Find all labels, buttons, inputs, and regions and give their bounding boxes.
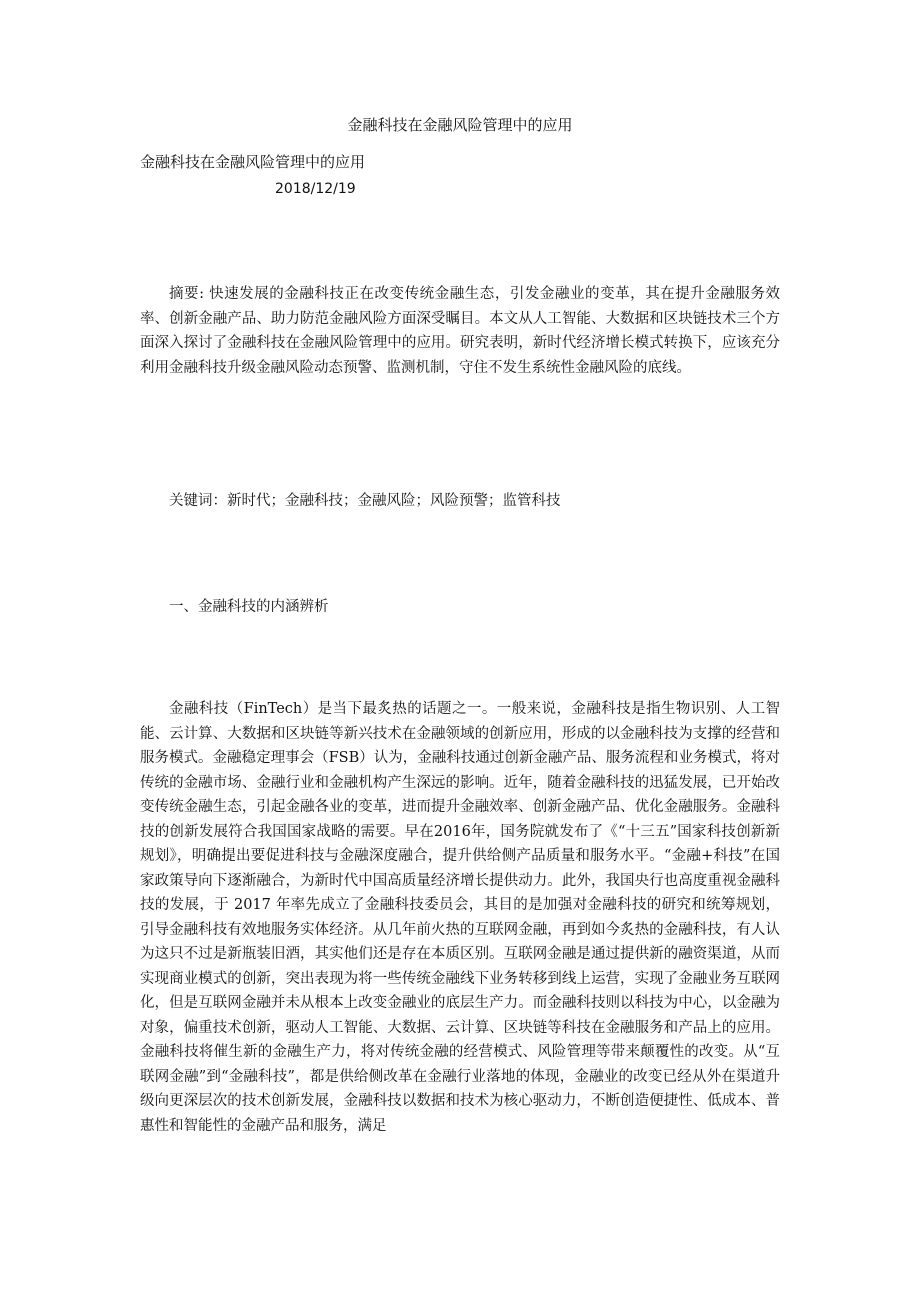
keywords-line: 关键词：新时代；金融科技；金融风险；风险预警；监管科技	[169, 493, 561, 509]
document-date: 2018/12/19	[275, 181, 356, 197]
document-title: 金融科技在金融风险管理中的应用	[347, 116, 573, 134]
abstract-paragraph: 摘要: 快速发展的金融科技正在改变传统金融生态，引发金融业的变革，其在提升金融服务效率、创新金融产品、助力防范金融风险方面深受瞩目。本文从人工智能、大数据和区块链技术三个方面深入探讨了金融科技在金融风险管理中的应用。研究表明，新时代经济增长模式转换下，应该充分利用金融科技升级金融风险动态预警、监测机制，守住不发生系统性金融风险的底线。	[140, 286, 780, 376]
body-paragraph: 金融科技（FinTech）是当下最炙热的话题之一。一般来说，金融科技是指生物识别、人工智能、云计算、大数据和区块链等新兴技术在金融领域的创新应用，形成的以金融科技为支撑的经营和服务模式。金融稳定理事会（FSB）认为，金融科技通过创新金融产品、服务流程和业务模式，将对传统的金融市场、金融行业和金融机构产生深远的影响。近年，随着金融科技的迅猛发展，已开始改变传统金融生态，引起金融各业的变革，进而提升金融效率、创新金融产品、优化金融服务。金融科技的创新发展符合我国国家战略的需要。早在2016年，国务院就发布了《“十三五”国家科技创新新规划》，明确提出要促进科技与金融深度融合，提升供给侧产品质量和服务水平。“金融+科技”在国家政策导向下逐渐融合，为新时代中国高质量经济增长提供动力。此外，我国央行也高度重视金融科技的发展，于 2017 年率先成立了金融科技委员会，其目的是加强对金融科技的研究和统筹规划，引导金融科技有效地服务实体经济。从几年前火热的互联网金融，再到如今炙热的金融科技，有人认为这只不过是新瓶装旧酒，其实他们还是存在本质区别。互联网金融是通过提供新的融资渠道，从而实现商业模式的创新，突出表现为将一些传统金融线下业务转移到线上运营，实现了金融业务互联网化，但是互联网金融并未从根本上改变金融业的底层生产力。而金融科技则以科技为中心，以金融为对象，偏重技术创新，驱动人工智能、大数据、云计算、区块链等科技在金融服务和产品上的应用。金融科技将催生新的金融生产力，将对传统金融的经营模式、风险管理等带来颠覆性的改变。从“互联网金融”到“金融科技”，都是供给侧改革在金融行业落地的体现，金融业的改变已经从外在渠道升级向更深层次的技术创新发展，金融科技以数据和技术为核心驱动力，不断创造便捷性、低成本、普惠性和智能性的金融产品和服务，满足	[140, 701, 780, 1134]
section-heading: 一、金融科技的内涵辨析	[169, 599, 329, 615]
document-subtitle: 金融科技在金融风险管理中的应用	[140, 153, 366, 171]
